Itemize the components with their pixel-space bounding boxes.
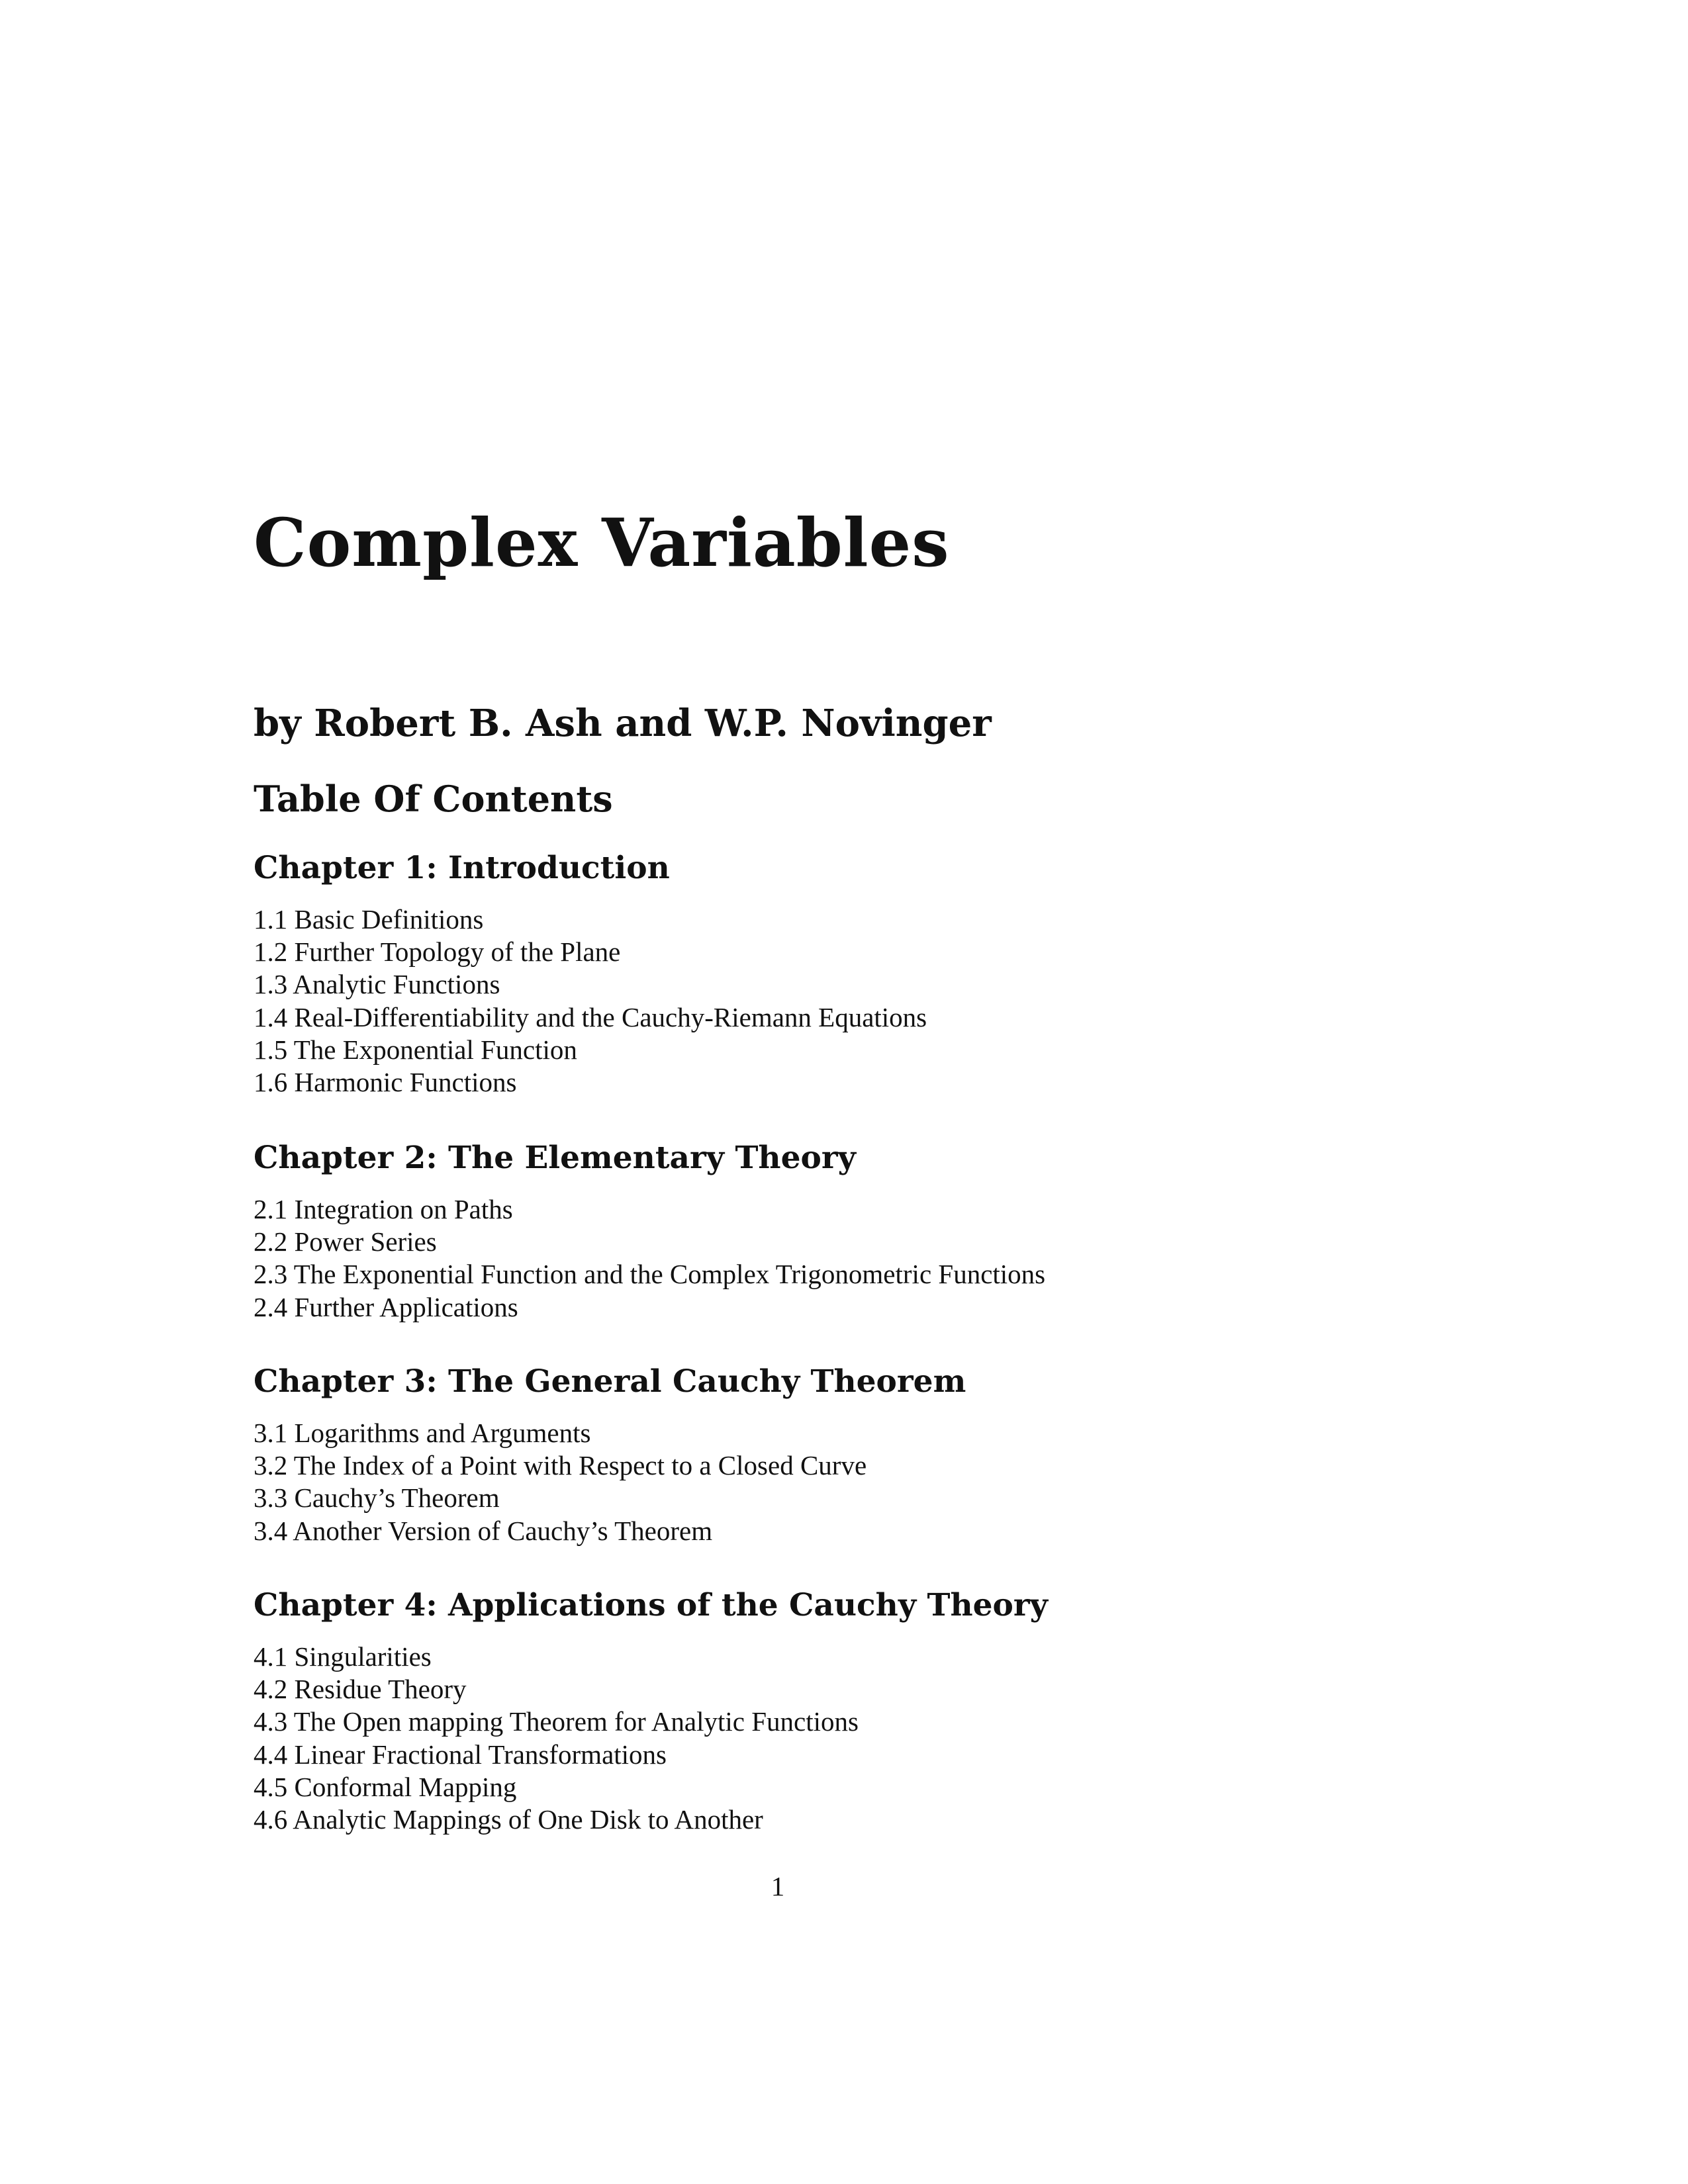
toc-heading: Table Of Contents (254, 778, 613, 820)
toc-entry: 3.1 Logarithms and Arguments (254, 1418, 591, 1448)
chapter-4-title: Chapter 4: Applications of the Cauchy Theory (254, 1587, 1048, 1623)
toc-entry: 4.1 Singularities (254, 1641, 432, 1672)
page-number: 1 (771, 1871, 785, 1901)
toc-entry: 1.4 Real-Differentiability and the Cauchy-Riemann Equations (254, 1001, 927, 1032)
chapter-4-sections (254, 1641, 1048, 1836)
chapter-2-sections (254, 1193, 1045, 1324)
toc-entry: 2.4 Further Applications (254, 1291, 518, 1322)
toc-entry: 3.3 Cauchy’s Theorem (254, 1482, 500, 1514)
chapter-1-sections (254, 903, 927, 1099)
toc-entry: 1.3 Analytic Functions (254, 969, 500, 1000)
chapter-2-title: Chapter 2: The Elementary Theory (254, 1140, 856, 1176)
toc-entry: 2.2 Power Series (254, 1226, 437, 1257)
toc-entry: 4.5 Conformal Mapping (254, 1771, 517, 1802)
chapter-1-title: Chapter 1: Introduction (254, 850, 670, 886)
toc-entry: 4.6 Analytic Mappings of One Disk to Another (254, 1804, 763, 1835)
chapter-2 (254, 1142, 1045, 1324)
chapter-4 (254, 1587, 1048, 1836)
toc-entry: 4.4 Linear Fractional Transformations (254, 1739, 667, 1770)
toc-entry: 3.4 Another Version of Cauchy’s Theorem (254, 1515, 713, 1546)
toc-entry: 3.2 The Index of a Point with Respect to a Closed Curve (254, 1450, 867, 1481)
toc-entry: 4.3 The Open mapping Theorem for Analytic Functions (254, 1706, 859, 1737)
toc-entry: 1.1 Basic Definitions (254, 904, 484, 934)
toc-entry: 2.3 The Exponential Function and the Complex Trigonometric Functions (254, 1259, 1046, 1290)
toc-entry: 1.2 Further Topology of the Plane (254, 936, 621, 968)
chapter-3-sections (254, 1417, 966, 1547)
chapter-1 (254, 852, 927, 1099)
chapter-3 (254, 1363, 966, 1547)
toc-entry: 4.2 Residue Theory (254, 1674, 467, 1705)
toc-entry: 1.5 The Exponential Function (254, 1034, 577, 1065)
chapter-3-title: Chapter 3: The General Cauchy Theorem (254, 1363, 966, 1400)
document-title: Complex Variables (254, 504, 950, 582)
toc-entry: 2.1 Integration on Paths (254, 1194, 513, 1224)
toc-entry: 1.6 Harmonic Functions (254, 1067, 517, 1098)
document-authors: by Robert B. Ash and W.P. Novinger (254, 702, 992, 745)
